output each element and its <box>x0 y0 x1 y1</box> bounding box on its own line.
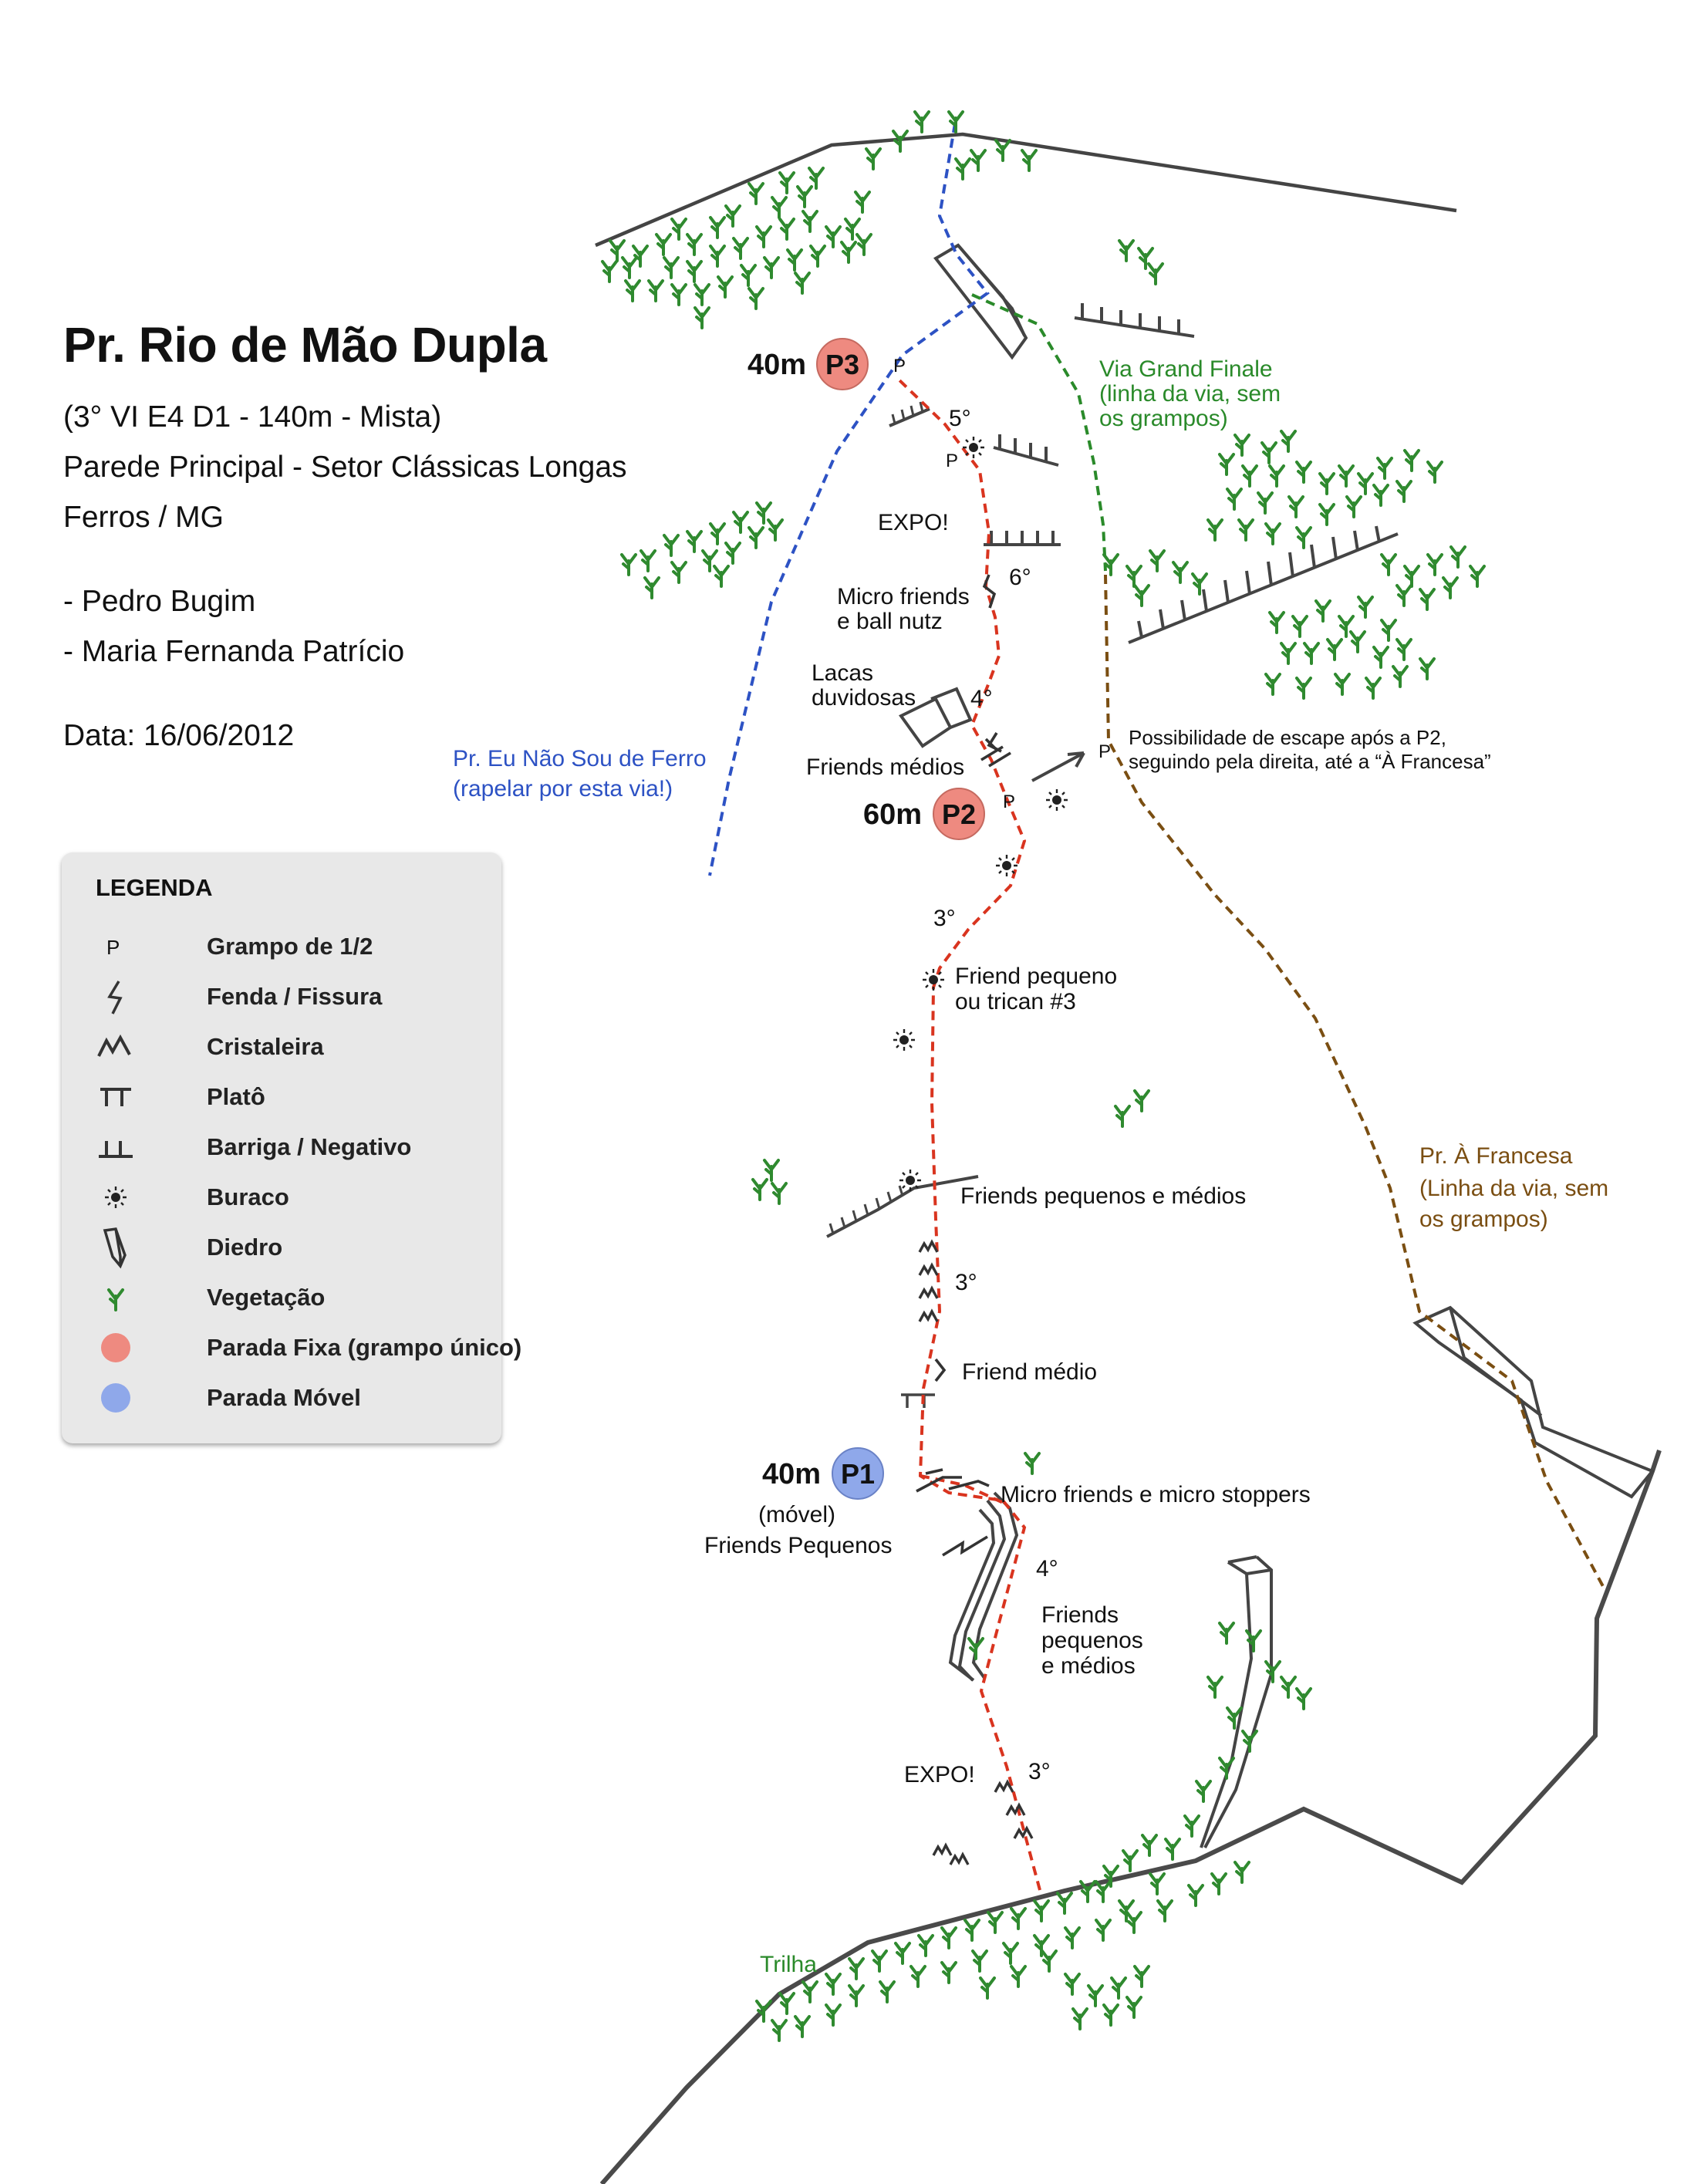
grade-6: 6° <box>1009 565 1031 590</box>
legend-label-fixed-belay: Parada Fixa (grampo único) <box>207 1334 522 1361</box>
grand-finale-line <box>972 295 1105 571</box>
legend-item-dihedral <box>85 1226 486 1269</box>
svg-text:P: P <box>106 936 120 959</box>
mobile-belay-icon <box>85 1376 151 1419</box>
lacas-2: duvidosas <box>812 685 916 711</box>
p1-length: 40m <box>761 1458 821 1490</box>
grade-5: 5° <box>949 406 971 431</box>
climber-2: - Maria Fernanda Patrício <box>63 635 405 668</box>
legend-item-crystal <box>85 1025 486 1068</box>
legend-label-vegetation: Vegetação <box>207 1284 326 1311</box>
overhang-marks <box>984 303 1398 643</box>
p3-length: 40m <box>747 349 806 381</box>
belay-p2 <box>863 788 984 839</box>
micro-friends-1: Micro friends <box>837 584 970 609</box>
legend-item-bolt <box>85 925 486 968</box>
grand-finale-label-2: (linha da via, sem <box>1099 381 1281 407</box>
p2-label: P2 <box>941 798 977 830</box>
micro-friends-2: e ball nutz <box>837 609 943 634</box>
grand-finale-label-1: Via Grand Finale <box>1099 356 1273 382</box>
micro-friends-stoppers: Micro friends e micro stoppers <box>1001 1482 1311 1507</box>
legend-item-fixed-belay <box>85 1326 522 1369</box>
friends-pequenos-medios: Friends pequenos e médios <box>960 1183 1247 1209</box>
route-grade: (3° VI E4 D1 - 140m - Mista) <box>63 400 442 434</box>
route-title: Pr. Rio de Mão Dupla <box>63 317 547 373</box>
grade-4-lower: 4° <box>1036 1556 1058 1581</box>
route-header <box>63 316 627 761</box>
p1-side-line <box>920 1476 1007 1504</box>
legend-item-hole <box>85 1176 486 1219</box>
friends-lower-3: e médios <box>1041 1653 1136 1679</box>
friends-lower-2: pequenos <box>1041 1628 1143 1653</box>
eu-nao-sou-label-1: Pr. Eu Não Sou de Ferro <box>453 746 707 771</box>
lacas-1: Lacas <box>812 660 874 686</box>
legend-item-crack <box>85 975 486 1018</box>
crystal-icon <box>85 1025 151 1068</box>
route-sector: Parede Principal - Setor Clássicas Longas <box>63 451 627 484</box>
p1-label: P1 <box>840 1458 876 1490</box>
fixed-belay-icon <box>85 1326 151 1369</box>
legend-item-ledge <box>85 1075 486 1119</box>
legend-box <box>62 852 522 1443</box>
legend-item-vegetation <box>85 1276 486 1319</box>
grand-finale-label-3: os grampos) <box>1099 406 1228 431</box>
dihedral-top <box>936 245 1026 357</box>
route-date: Data: 16/06/2012 <box>63 719 295 752</box>
grade-4-upper: 4° <box>970 686 993 711</box>
friends-medios: Friends médios <box>806 754 965 780</box>
crack-icon <box>85 975 151 1018</box>
bolt-upper: P <box>946 451 959 471</box>
grade-3-lower: 3° <box>1028 1759 1051 1784</box>
escape-note-2: seguindo pela direita, até a “À Francesa” <box>1129 750 1491 773</box>
francesa-label-2: (Linha da via, sem <box>1419 1176 1609 1201</box>
legend-label-bolt: Grampo de 1/2 <box>207 933 373 960</box>
bolt-p-icon <box>85 925 151 968</box>
p2-length: 60m <box>862 798 922 831</box>
vegetation-icon <box>85 1276 151 1319</box>
overhang-icon <box>85 1126 151 1169</box>
francesa-label-3: os grampos) <box>1419 1207 1548 1232</box>
dihedral-lower <box>950 1493 1017 1680</box>
expo-lower: EXPO! <box>904 1762 975 1787</box>
legend-label-crystal: Cristaleira <box>207 1033 324 1060</box>
vegetation-left <box>622 503 782 598</box>
p1-note-friends: Friends Pequenos <box>704 1533 893 1558</box>
friend-medio: Friend médio <box>962 1359 1098 1385</box>
hole-icon <box>85 1176 151 1219</box>
belay-p1 <box>704 1448 893 1558</box>
legend-label-dihedral: Diedro <box>207 1234 283 1261</box>
grade-3-mid: 3° <box>955 1270 977 1295</box>
vegetation-right <box>1104 431 1484 698</box>
francesa-label-1: Pr. À Francesa <box>1419 1143 1573 1169</box>
route-location: Ferros / MG <box>63 501 224 534</box>
annotations <box>760 406 1491 1977</box>
base-ground-line <box>602 1450 1659 2184</box>
legend-item-overhang <box>85 1126 486 1169</box>
expo-upper: EXPO! <box>878 510 949 535</box>
trilha-label: Trilha <box>760 1952 817 1977</box>
dihedral-base-right <box>1201 1557 1271 1848</box>
friend-pequeno-2: ou trican #3 <box>955 989 1076 1014</box>
legend-label-crack: Fenda / Fissura <box>207 983 383 1010</box>
legend-title: LEGENDA <box>96 874 213 901</box>
belay-p3 <box>748 339 868 390</box>
grade-3-upper: 3° <box>933 906 956 931</box>
escape-arrow <box>1032 753 1084 781</box>
ledge-friends <box>827 1176 978 1237</box>
bolt-p3: P <box>893 356 906 376</box>
bolt-p2: P <box>1003 792 1016 812</box>
vegetation-base <box>757 1623 1311 2041</box>
legend-item-mobile-belay <box>85 1376 486 1419</box>
dihedral-icon <box>85 1226 151 1269</box>
legend-label-hole: Buraco <box>207 1183 289 1210</box>
friends-lower-1: Friends <box>1041 1602 1119 1628</box>
vegetation-top <box>602 112 1163 328</box>
p3-label: P3 <box>825 349 860 380</box>
eu-nao-sou-label-2: (rapelar por esta via!) <box>453 776 673 802</box>
summit-edge <box>596 134 1456 245</box>
ledge-icon <box>85 1075 151 1119</box>
legend-label-ledge: Platô <box>207 1083 265 1110</box>
legend-label-mobile-belay: Parada Móvel <box>207 1384 361 1411</box>
friend-pequeno-1: Friend pequeno <box>955 964 1118 989</box>
bolt-escape: P <box>1098 741 1112 762</box>
escape-note-1: Possibilidade de escape após a P2, <box>1129 726 1446 749</box>
legend-label-overhang: Barriga / Negativo <box>207 1133 412 1160</box>
p1-note-movel: (móvel) <box>758 1502 836 1527</box>
climber-1: - Pedro Bugim <box>63 585 256 618</box>
